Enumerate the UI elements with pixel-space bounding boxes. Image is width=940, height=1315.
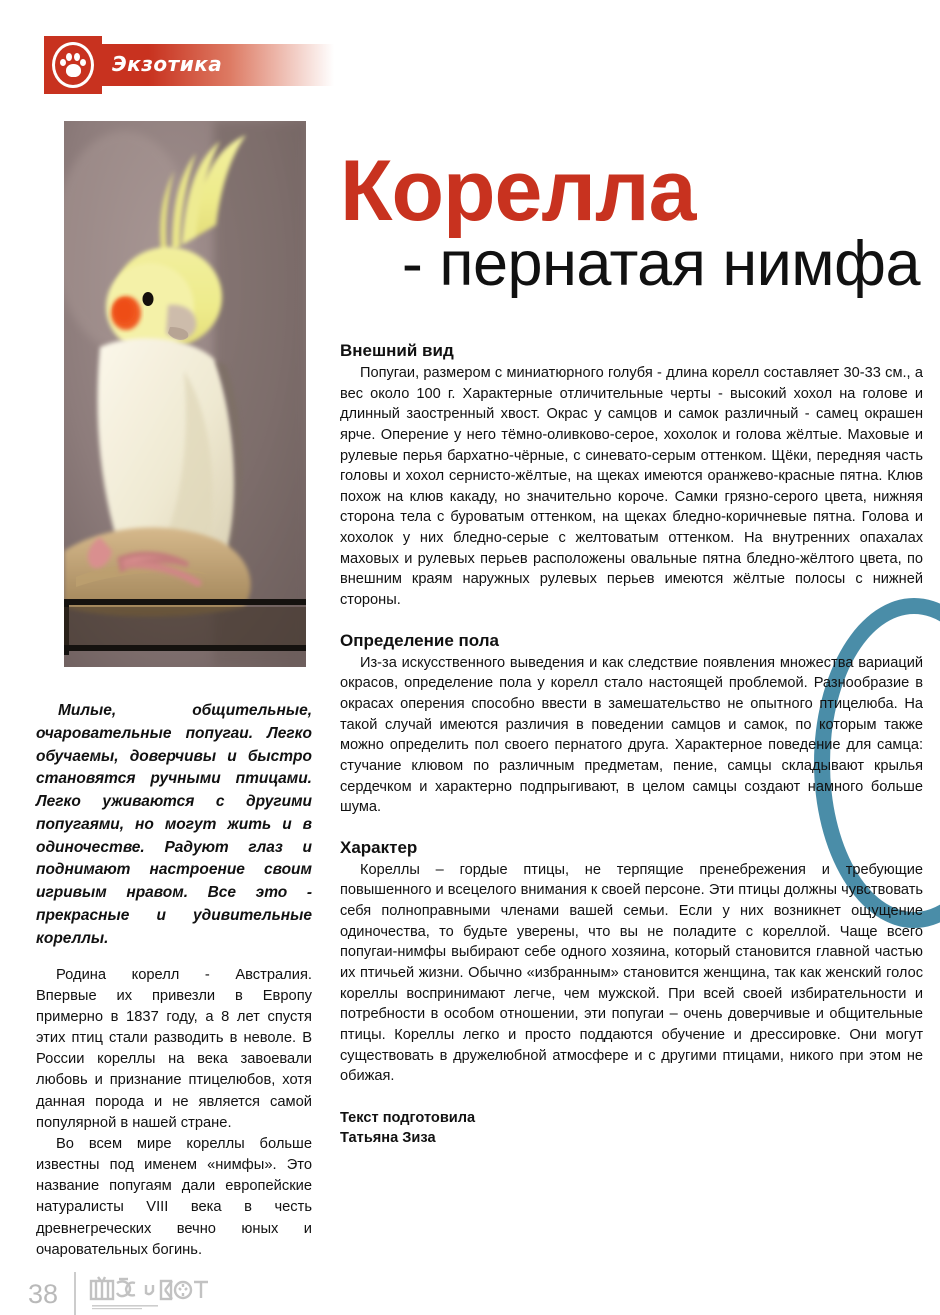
- section-heading-character: Характер: [340, 837, 418, 857]
- badge-ring: [52, 42, 94, 88]
- cockatiel-photo: [64, 121, 306, 667]
- left-paragraph-2: Во всем мире кореллы больше известны под именем «нимфы». Это название попугаям дали европейские натуралисты VIII века в честь древнегреческих вечно юных и очаровательных богинь.: [36, 1135, 312, 1258]
- byline-author: Татьяна Зиза: [340, 1129, 436, 1146]
- byline: [340, 1109, 923, 1148]
- section-body-appearance: Попугаи, размером с миниатюрного голубя - длина корелл составляет 30-33 см., а вес около 100 г. Характерные отличительные черты - высокий хохол на голове и длинный заостренный хвост. Окрас у самцов и самок различный - самец окрашен ярче. Оперение у него тёмно-оливково-серое, хохолок и голова жёлтые. Маховые и рулевые перья бархатно-чёрные, с синевато-серым оттенком. Щёки, передняя часть головы и хохол сернисто-жёлтые, на щеках имеются оранжево-красные пятна. Клюв похож на клюв какаду, но значительно короче. Самки грязно-серого цвета, нижняя сторона тела с буроватым оттенком, на щеках бледно-коричневые пятна. Голова и хохолок у них бледно-серые с желтоватым оттенком. На внутренних опахалах маховых и рулевых перьев расположены овальные пятна бледно-жёлтого цвета, по внешним краям наружных рулевых перьев имеются жёлтые полосы с нижней стороны.: [340, 365, 923, 609]
- page-number: 38: [28, 1278, 59, 1309]
- rubric-label: Экзотика: [112, 52, 223, 76]
- page-subtitle: - пернатая нимфа: [401, 229, 920, 300]
- left-column: [36, 700, 312, 1261]
- left-paragraph-1: Родина корелл - Австралия. Впервые их привезли в Европу примерно в 1837 году, а 8 лет спустя этих птиц стали разводить в неволе. В России кореллы на века завоевали любовь и признание птицелюбов, хотя данная порода и не является самой популярной в нашей стране.: [36, 966, 312, 1131]
- lead-paragraph: Милые, общительные, очаровательные попугаи. Легко обучаемы, доверчивы и быстро становятся ручными птицами. Легко уживаются с другими попугаями, но могут жить и в одиночестве. Радуют глаз и поднимают настроение своим игривым нравом. Все это - прекрасные и удивительные кореллы.: [36, 702, 312, 947]
- rubric-badge: [44, 36, 102, 94]
- page-footer: [28, 1272, 216, 1315]
- page-title: Корелла: [340, 143, 696, 239]
- magazine-logo: [88, 1275, 216, 1313]
- article-title-block: [340, 143, 920, 300]
- byline-role: Текст подготовила: [340, 1109, 476, 1126]
- section-heading-sex-determination: Определение пола: [340, 630, 499, 650]
- section-body-sex-determination: Из-за искусственного выведения и как следствие появления множества вариаций окрасов, определение пола у корелл стало настоящей проблемой. Разнообразие в окрасах оперения способно ввести в замешательство не опытного птицелюба. На такой случай имеются различия в поведении самцов и самок, по которым также можно определить пол своего пернатого друга. Характерное поведение для самца: стучание клювом по различным предметам, пение, самцы складывают крылья сердечком и характерно подпрыгивают, в целом самцы создают намного больше шума.: [340, 654, 923, 816]
- cockatiel-photo-image: [64, 121, 306, 667]
- paw-print-icon: [60, 52, 86, 78]
- section-body-character: Кореллы – гордые птицы, не терпящие пренебрежения и требующие повышенного и всецелого внимания к своей персоне. Эти птицы должны чувствовать себя полноправными членами вашей семьи. Если у них возникнет ощущение одиночества, то будьте уверены, что вы не поладите с кореллой. Чаще всего попугаи-нимфы выбирают себе одного хозяина, который становится главной частью их птичьей жизни. Обычно «избранным» становится женщина, так как женский голос кореллы воспринимают легче, чем мужской. При всей своей избирательности и потребности в особом отношении, эти попугаи – очень доверчивые и общительные птицы. Кореллы легко и просто поддаются обучение и дрессировке. Они могут существовать в дружелюбной атмосфере и с другими птицами, никого при этом не обижая.: [340, 861, 923, 1085]
- right-column: [340, 341, 923, 1148]
- footer-divider: [74, 1272, 76, 1315]
- section-heading-appearance: Внешний вид: [340, 341, 454, 360]
